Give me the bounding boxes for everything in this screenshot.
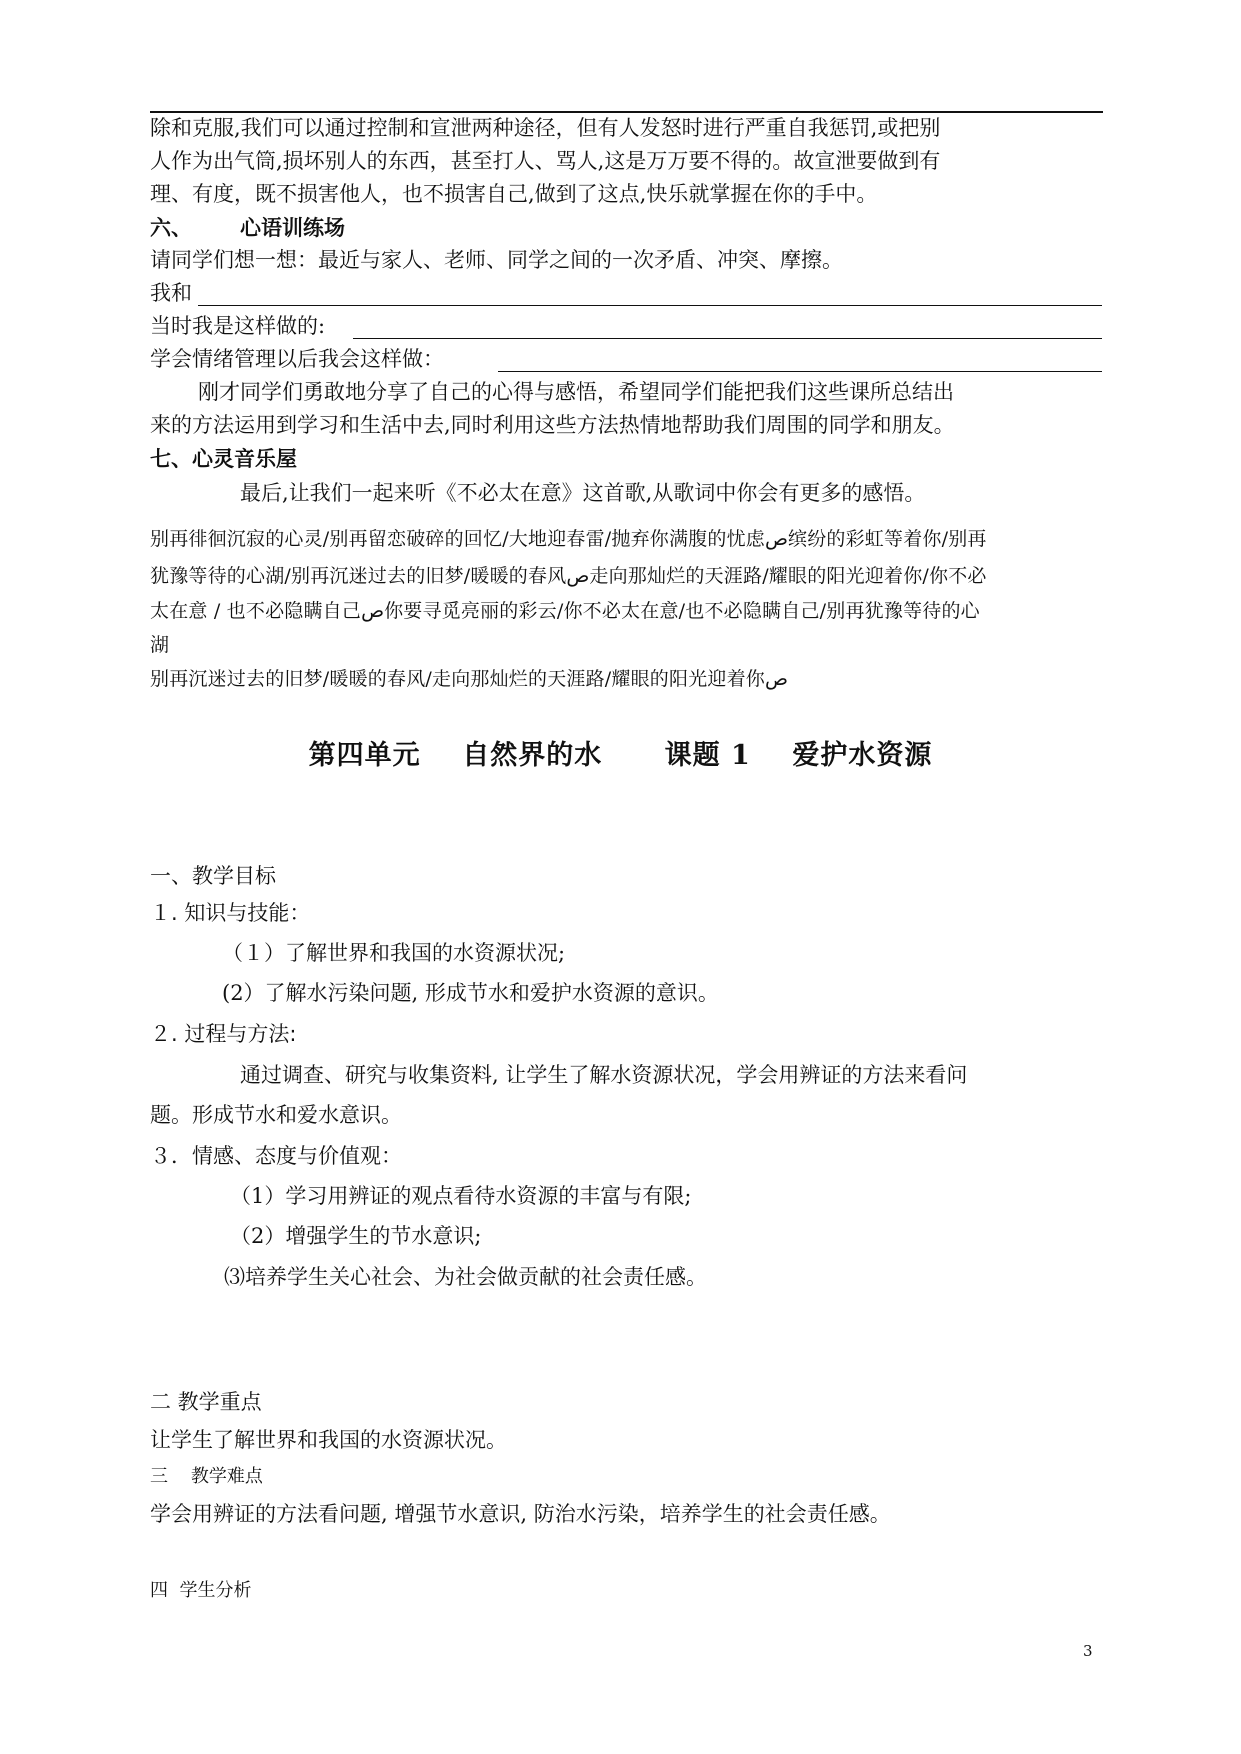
paragraph-line: 来的方法运用到学习和生活中去,同时利用这些方法热情地帮助我们周围的同学和朋友。 [150, 413, 955, 437]
blank-label: 我和 [150, 281, 192, 305]
lyric-line: 别再沉迷过去的旧梦/暖暖的春风/走向那灿烂的天涯路/耀眼的阳光迎着你ﺹ [150, 668, 788, 690]
section-heading: 三 教学难点 [150, 1466, 263, 1487]
paragraph-line: 人作为出气筒,损坏别人的东西，甚至打人、骂人,这是万万要不得的。故宣泄要做到有 [150, 149, 941, 173]
section-heading: 心语训练场 [240, 215, 345, 240]
fill-in-line [353, 338, 1102, 339]
fill-in-line [498, 371, 1102, 372]
list-item: （1）学习用辨证的观点看待水资源的丰富与有限; [230, 1184, 692, 1208]
lyric-line: 湖 [150, 634, 170, 656]
fill-in-line [198, 305, 1102, 306]
lyric-line: 别再徘徊沉寂的心灵/别再留恋破碎的回忆/大地迎春雷/抛弃你满腹的忧虑ﺹ缤纷的彩虹等着你/别再 [150, 528, 987, 550]
page-number: 3 [1083, 1642, 1093, 1660]
subsection-heading: １. 知识与技能： [150, 901, 311, 925]
subsection-heading: ３．情感、态度与价值观： [150, 1144, 402, 1168]
lyric-mark-icon: ﺹ [765, 668, 788, 690]
paragraph-line: 让学生了解世界和我国的水资源状况。 [150, 1428, 507, 1452]
list-item: （2）增强学生的节水意识; [230, 1224, 482, 1248]
paragraph-line: 除和克服,我们可以通过控制和宣泄两种途径，但有人发怒时进行严重自我惩罚,或把别 [150, 116, 941, 140]
lyric-line: 太在意 / 也不必隐瞒自己ﺹ你要寻觅亮丽的彩云/你不必太在意/也不必隐瞒自己/别再犹豫等待的心 [150, 600, 980, 622]
paragraph-line: 题。形成节水和爱水意识。 [150, 1103, 402, 1127]
subsection-heading: ２. 过程与方法: [150, 1022, 297, 1046]
lyric-mark-icon: ﺹ [765, 528, 788, 550]
section-heading: 二 教学重点 [150, 1390, 262, 1414]
list-item: ⑶培养学生关心社会、为社会做贡献的社会责任感。 [224, 1265, 707, 1289]
paragraph-line: 理、有度，既不损害他人，也不损害自己,做到了这点,快乐就掌握在你的手中。 [150, 182, 878, 206]
music-intro: 最后,让我们一起来听《不必太在意》这首歌,从歌词中你会有更多的感悟。 [240, 481, 926, 505]
lyric-line: 犹豫等待的心湖/别再沉迷过去的旧梦/暖暖的春风ﺹ走向那灿烂的天涯路/耀眼的阳光迎着你/你不必 [150, 565, 987, 587]
section-heading: 四 学生分析 [150, 1580, 252, 1601]
prompt-text: 请同学们想一想：最近与家人、老师、同学之间的一次矛盾、冲突、摩擦。 [150, 248, 843, 272]
list-item: （１）了解世界和我国的水资源状况; [222, 941, 566, 965]
section-heading: 一、教学目标 [150, 864, 276, 888]
blank-label: 学会情绪管理以后我会这样做： [150, 347, 444, 371]
blank-label: 当时我是这样做的: [150, 314, 326, 338]
section-number: 六、 [150, 215, 192, 240]
paragraph-line: 通过调查、研究与收集资料, 让学生了解水资源状况，学会用辨证的方法来看问 [240, 1063, 968, 1087]
section-heading: 七、心灵音乐屋 [150, 446, 297, 471]
paragraph-line: 学会用辨证的方法看问题, 增强节水意识, 防治水污染，培养学生的社会责任感。 [150, 1502, 891, 1526]
unit-title: 第四单元 自然界的水 课题 1 爱护水资源 [308, 740, 933, 771]
lyric-mark-icon: ﺹ [361, 600, 385, 622]
lyric-mark-icon: ﺹ [566, 565, 590, 587]
list-item: (2）了解水污染问题, 形成节水和爱护水资源的意识。 [222, 981, 719, 1005]
paragraph-line: 刚才同学们勇敢地分享了自己的心得与感悟，希望同学们能把我们这些课所总结出 [198, 380, 954, 404]
